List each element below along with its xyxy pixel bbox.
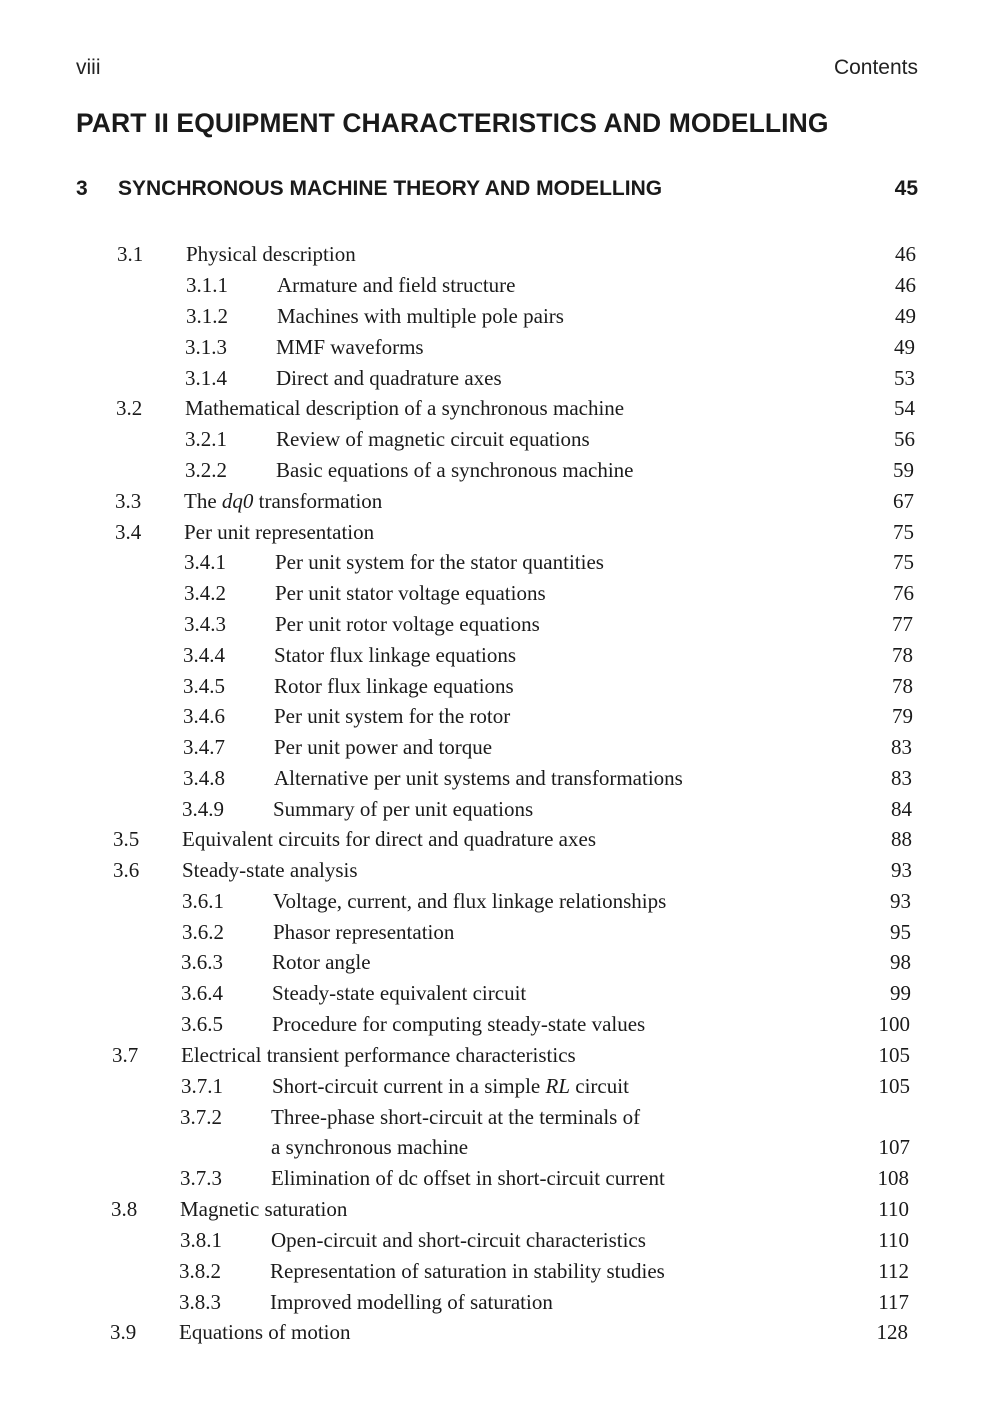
entry-title: Machines with multiple pole pairs [277,304,564,328]
entry-page: 78 [892,643,913,667]
entry-page: 100 [878,1012,910,1036]
entry-number: 3.4.2 [184,581,226,605]
entry-title: Electrical transient performance characteristics [181,1043,576,1067]
entry-number: 3.6 [113,858,140,882]
toc-subsection [0,1226,992,1254]
entry-page: 49 [895,304,916,328]
part-title: PART II EQUIPMENT CHARACTERISTICS AND MODELLING [76,108,829,138]
entry-number: 3.2.1 [185,427,227,451]
entry-title: Rotor flux linkage equations [274,674,514,698]
entry-number: 3.9 [110,1320,137,1344]
entry-number: 3.6.3 [181,950,223,974]
toc-subsection [0,795,992,823]
entry-number: 3.6.4 [181,981,223,1005]
entry-number: 3.6.2 [182,920,224,944]
toc-section [0,1318,992,1346]
toc-section [0,240,992,268]
toc-subsection [0,548,992,576]
entry-title: Representation of saturation in stability studies [270,1259,665,1283]
entry-number: 3.2.2 [185,458,227,482]
entry-number: 3.8.2 [179,1259,221,1283]
entry-page: 107 [878,1135,910,1159]
entry-page: 56 [894,427,915,451]
entry-number: 3.4 [115,520,142,544]
entry-title: a synchronous machine [271,1135,469,1159]
entry-page: 84 [891,797,912,821]
entry-title: Phasor representation [273,920,455,944]
entry-page: 78 [892,674,913,698]
entry-page: 59 [893,458,914,482]
toc-subsection [0,733,992,761]
entry-title: Three-phase short-circuit at the terminals of [271,1105,641,1129]
entry-title: Basic equations of a synchronous machine [276,458,634,482]
toc-subsection [0,918,992,946]
entry-page: 128 [876,1320,908,1344]
entry-number: 3.4.6 [183,704,225,728]
entry-number: 3.1.1 [186,273,228,297]
entry-title: Equivalent circuits for direct and quadrature axes [182,827,596,851]
toc-subsection [0,333,992,361]
entry-title: Stator flux linkage equations [274,643,517,667]
entry-number: 3.1 [117,242,144,266]
entry-title: Direct and quadrature axes [276,366,502,390]
entry-page: 79 [892,704,913,728]
toc-subsection [0,579,992,607]
entry-title: Elimination of dc offset in short-circuit current [271,1166,665,1190]
running-head-section: Contents [833,56,918,79]
entry-number: 3.4.1 [184,550,226,574]
chapter-title: SYNCHRONOUS MACHINE THEORY AND MODELLING [118,177,663,200]
toc-subsection [0,1133,992,1161]
entry-page: 49 [894,335,915,359]
entry-number: 3.8.3 [179,1290,221,1314]
toc-subsection [0,948,992,976]
entry-page: 105 [878,1043,910,1067]
entry-number: 3.4.9 [182,797,224,821]
toc-subsection [0,1010,992,1038]
toc-subsection [0,1103,992,1131]
toc-subsection [0,456,992,484]
toc-subsection [0,1164,992,1192]
entry-title: Steady-state analysis [182,858,358,882]
entry-page: 83 [891,735,912,759]
toc-subsection [0,702,992,730]
entry-page: 95 [890,920,911,944]
entry-title: Rotor angle [272,950,371,974]
entry-page: 110 [878,1197,909,1221]
running-head [76,56,918,86]
entry-page: 99 [890,981,911,1005]
entry-title: Equations of motion [179,1320,351,1344]
entry-number: 3.6.1 [182,889,224,913]
toc-subsection [0,425,992,453]
entry-page: 105 [878,1074,910,1098]
toc-section [0,1195,992,1223]
entry-title: Per unit power and torque [274,735,493,759]
toc-subsection [0,641,992,669]
entry-number: 3.6.5 [181,1012,223,1036]
toc-subsection [0,887,992,915]
toc-section [0,518,992,546]
toc-subsection [0,1257,992,1285]
entry-number: 3.7.2 [180,1105,222,1129]
entry-title: Open-circuit and short-circuit characteristics [271,1228,646,1252]
chapter-page: 45 [894,177,918,200]
entry-page: 108 [877,1166,909,1190]
entry-number: 3.3 [115,489,142,513]
entry-title: The dq0 transformation [184,489,383,513]
entry-number: 3.4.3 [184,612,226,636]
toc-section [0,825,992,853]
entry-title: Review of magnetic circuit equations [276,427,590,451]
entry-page: 53 [894,366,915,390]
entry-page: 46 [895,273,916,297]
entry-number: 3.8.1 [180,1228,222,1252]
entry-page: 93 [891,858,912,882]
entry-title: MMF waveforms [276,335,424,359]
entry-page: 67 [893,489,914,513]
entry-title: Summary of per unit equations [273,797,534,821]
chapter-heading [76,177,918,207]
entry-title: Improved modelling of saturation [270,1290,553,1314]
toc-subsection [0,1288,992,1316]
entry-number: 3.4.7 [183,735,225,759]
toc-subsection [0,610,992,638]
toc-section [0,856,992,884]
entry-number: 3.5 [113,827,140,851]
entry-title: Mathematical description of a synchronous machine [185,396,625,420]
entry-title: Alternative per unit systems and transformations [274,766,683,790]
entry-title: Steady-state equivalent circuit [272,981,527,1005]
toc-subsection [0,1072,992,1100]
entry-page: 112 [878,1259,909,1283]
chapter-number: 3 [76,177,88,200]
entry-number: 3.4.4 [183,643,225,667]
toc-subsection [0,364,992,392]
entry-number: 3.4.8 [183,766,225,790]
entry-title: Per unit system for the rotor [274,704,511,728]
entry-page: 75 [893,520,914,544]
entry-number: 3.7.3 [180,1166,222,1190]
entry-page: 93 [890,889,911,913]
entry-title: Per unit rotor voltage equations [275,612,540,636]
entry-title: Voltage, current, and flux linkage relationships [273,889,667,913]
entry-page: 88 [891,827,912,851]
toc-section [0,394,992,422]
entry-page: 76 [893,581,914,605]
entry-page: 46 [895,242,916,266]
entry-title: Short-circuit current in a simple RL circuit [272,1074,629,1098]
entry-number: 3.1.2 [186,304,228,328]
toc-section [0,1041,992,1069]
toc-subsection [0,979,992,1007]
entry-number: 3.4.5 [183,674,225,698]
entry-title: Per unit system for the stator quantities [275,550,604,574]
toc-subsection [0,271,992,299]
entry-page: 117 [878,1290,909,1314]
entry-number: 3.8 [111,1197,138,1221]
entry-title: Magnetic saturation [180,1197,348,1221]
entry-page: 75 [893,550,914,574]
toc-section [0,487,992,515]
toc-subsection [0,302,992,330]
entry-page: 54 [894,396,915,420]
toc-subsection [0,764,992,792]
entry-page: 98 [890,950,911,974]
entry-page: 110 [878,1228,909,1252]
entry-number: 3.2 [116,396,143,420]
entry-title: Per unit stator voltage equations [275,581,546,605]
entry-number: 3.1.3 [185,335,227,359]
entry-number: 3.1.4 [185,366,227,390]
entry-page: 77 [892,612,913,636]
entry-page: 83 [891,766,912,790]
entry-number: 3.7 [112,1043,139,1067]
entry-number: 3.7.1 [181,1074,223,1098]
page-number: viii [76,56,101,79]
toc-subsection [0,672,992,700]
entry-title: Procedure for computing steady-state values [272,1012,646,1036]
entry-title: Per unit representation [184,520,375,544]
entry-title: Armature and field structure [277,273,516,297]
entry-title: Physical description [186,242,356,266]
